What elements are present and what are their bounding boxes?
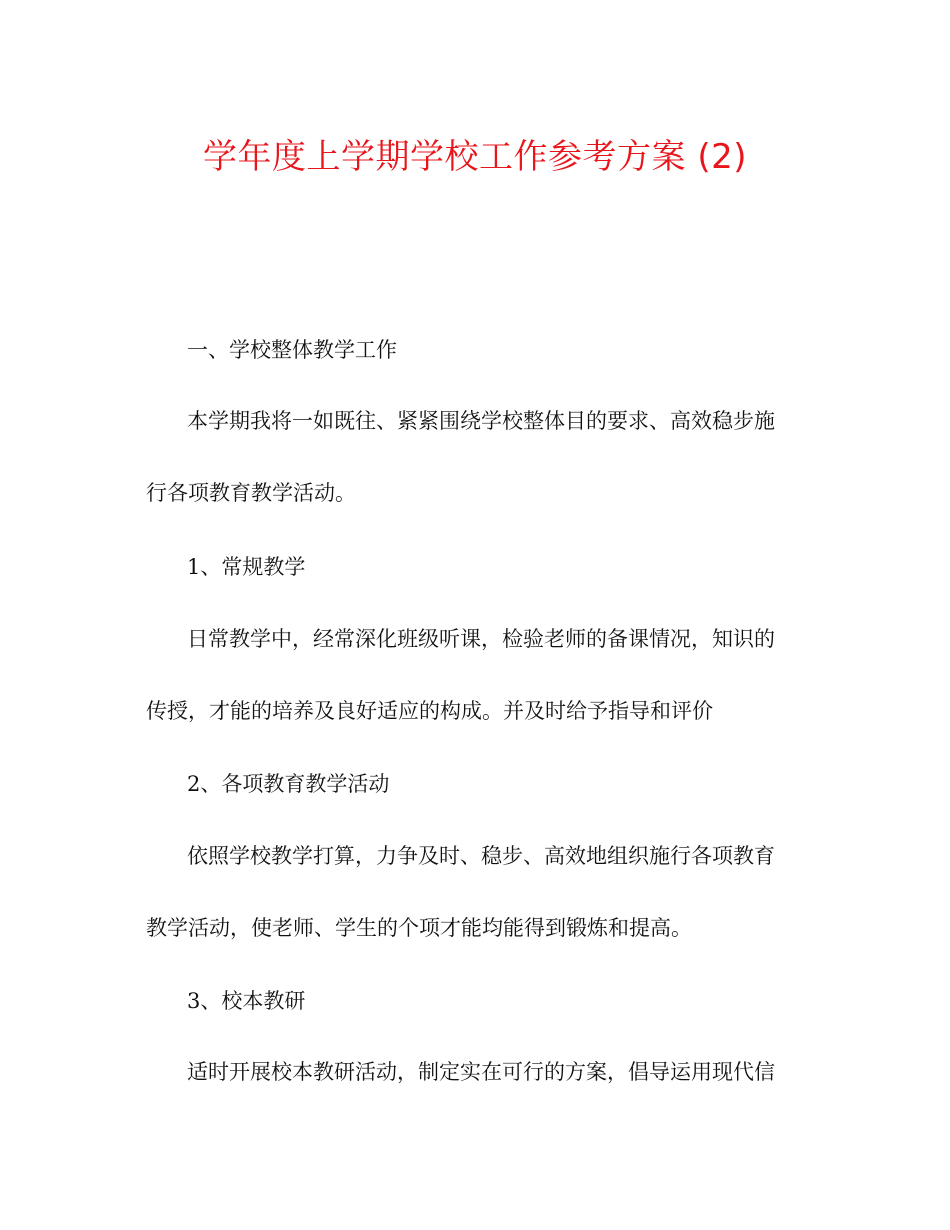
subsection-heading-3: 3、校本教研 xyxy=(187,989,306,1013)
paragraph-line: 教学活动，使老师、学生的个项才能均能得到锻炼和提高。 xyxy=(146,916,692,940)
paragraph-line: 本学期我将一如既往、紧紧围绕学校整体目的要求、高效稳步施 xyxy=(187,409,775,433)
subsection-heading-1: 1、常规教学 xyxy=(187,555,306,579)
section-heading-1: 一、学校整体教学工作 xyxy=(187,338,397,362)
paragraph-line: 依照学校教学打算，力争及时、稳步、高效地组织施行各项教育 xyxy=(187,844,775,868)
document-title: 学年度上学期学校工作参考方案 (2) xyxy=(203,137,747,177)
paragraph-line: 日常教学中，经常深化班级听课，检验老师的备课情况，知识的 xyxy=(187,627,775,651)
paragraph-line: 传授，才能的培养及良好适应的构成。并及时给予指导和评价 xyxy=(146,699,713,723)
paragraph-line: 适时开展校本教研活动，制定实在可行的方案，倡导运用现代信 xyxy=(187,1060,775,1084)
subsection-heading-2: 2、各项教育教学活动 xyxy=(187,772,390,796)
paragraph-line: 行各项教育教学活动。 xyxy=(146,481,356,505)
